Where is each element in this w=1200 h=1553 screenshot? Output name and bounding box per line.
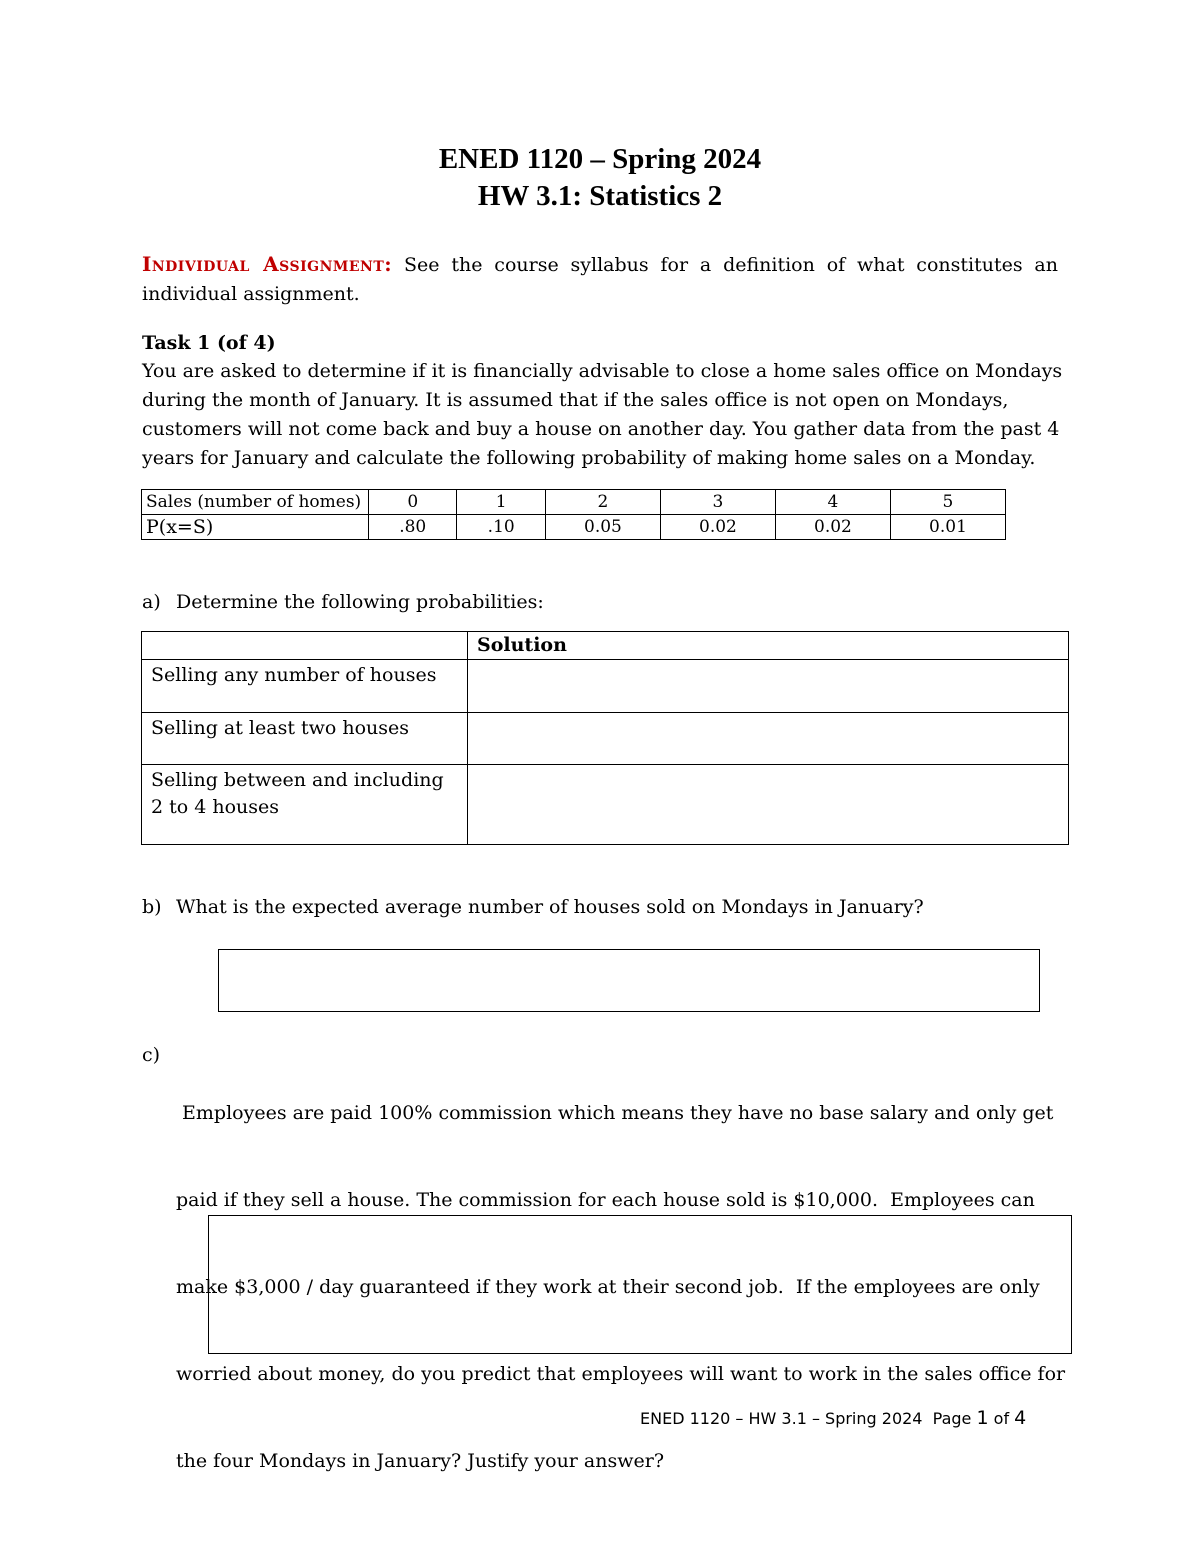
- solution-table: [141, 631, 1069, 845]
- task-line: You are asked to determine if it is financially advisable to close a home sales office on Mondays: [142, 360, 1063, 382]
- answer-box-b[interactable]: [218, 949, 1040, 1012]
- table-row: [142, 765, 1069, 845]
- answer-box-c[interactable]: [208, 1215, 1072, 1354]
- question-c-marker: c): [142, 1044, 161, 1066]
- probability-cell: .80: [369, 515, 457, 540]
- sales-cell: 3: [660, 490, 775, 515]
- probability-distribution-table: [141, 489, 1006, 540]
- task-line: during the month of January. It is assumed that if the sales office is not open on Mondays,: [142, 389, 1009, 411]
- probability-cell: 0.02: [660, 515, 775, 540]
- task-description: [142, 357, 1082, 473]
- task-title: Task 1 (of 4): [142, 332, 276, 354]
- empty-header-cell: [142, 632, 468, 660]
- sales-cell: 5: [890, 490, 1005, 515]
- sales-cell: 0: [369, 490, 457, 515]
- question-c-line: worried about money, do you predict that employees will want to work in the sales office for: [176, 1363, 1066, 1385]
- assignment-text: See the course syllabus for a definition of what constitutes an individual assignment.: [142, 254, 1059, 305]
- sales-cell: 4: [775, 490, 890, 515]
- question-a-text: Determine the following probabilities:: [176, 591, 544, 613]
- question-c-line: paid if they sell a house. The commission for each house sold is $10,000. Employees can: [176, 1189, 1035, 1211]
- question-b-marker: b): [142, 896, 162, 918]
- probability-cell: 0.02: [775, 515, 890, 540]
- page-total: 4: [1014, 1407, 1027, 1429]
- question-c-line: make $3,000 / day guaranteed if they work at their second job. If the employees are only: [176, 1276, 1040, 1298]
- assignment-label: Individual Assignment:: [142, 252, 393, 276]
- solution-cell[interactable]: [468, 660, 1069, 713]
- footer-text: ENED 1120 – HW 3.1 – Spring 2024 Page: [640, 1409, 977, 1428]
- question-c-line: the four Mondays in January? Justify your answer?: [176, 1450, 665, 1472]
- task-line: customers will not come back and buy a house on another day. You gather data from the past 4: [142, 418, 1060, 440]
- question-c-line: Employees are paid 100% commission which means they have no base salary and only get: [176, 1102, 1054, 1124]
- table-row: [142, 660, 1069, 713]
- table-row: [142, 713, 1069, 765]
- task-line: years for January and calculate the following probability of making home sales on a Monday.: [142, 447, 1036, 469]
- solution-cell[interactable]: [468, 765, 1069, 845]
- assignment-note: [142, 250, 1058, 309]
- solution-header: Solution: [468, 632, 1069, 660]
- sales-cell: 1: [457, 490, 545, 515]
- probability-cell: 0.05: [545, 515, 660, 540]
- probability-cell: 0.01: [890, 515, 1005, 540]
- row-label: P(x=S): [142, 515, 369, 540]
- solution-cell[interactable]: [468, 713, 1069, 765]
- question-b-text: What is the expected average number of houses sold on Mondays in January?: [176, 896, 924, 918]
- footer-of: of: [988, 1409, 1015, 1428]
- table-row: [142, 515, 1006, 540]
- page-footer: [640, 1407, 1026, 1429]
- probability-cell: .10: [457, 515, 545, 540]
- probability-question: Selling any number of houses: [142, 660, 468, 713]
- page-number: 1: [976, 1407, 989, 1429]
- sales-cell: 2: [545, 490, 660, 515]
- probability-question: Selling at least two houses: [142, 713, 468, 765]
- probability-question: Selling between and including 2 to 4 houses: [142, 765, 468, 845]
- table-header-row: [142, 632, 1069, 660]
- question-a-marker: a): [142, 591, 161, 613]
- document-subtitle: HW 3.1: Statistics 2: [477, 180, 723, 212]
- table-row: [142, 490, 1006, 515]
- document-title: ENED 1120 – Spring 2024: [438, 143, 762, 175]
- row-label: Sales (number of homes): [142, 490, 369, 515]
